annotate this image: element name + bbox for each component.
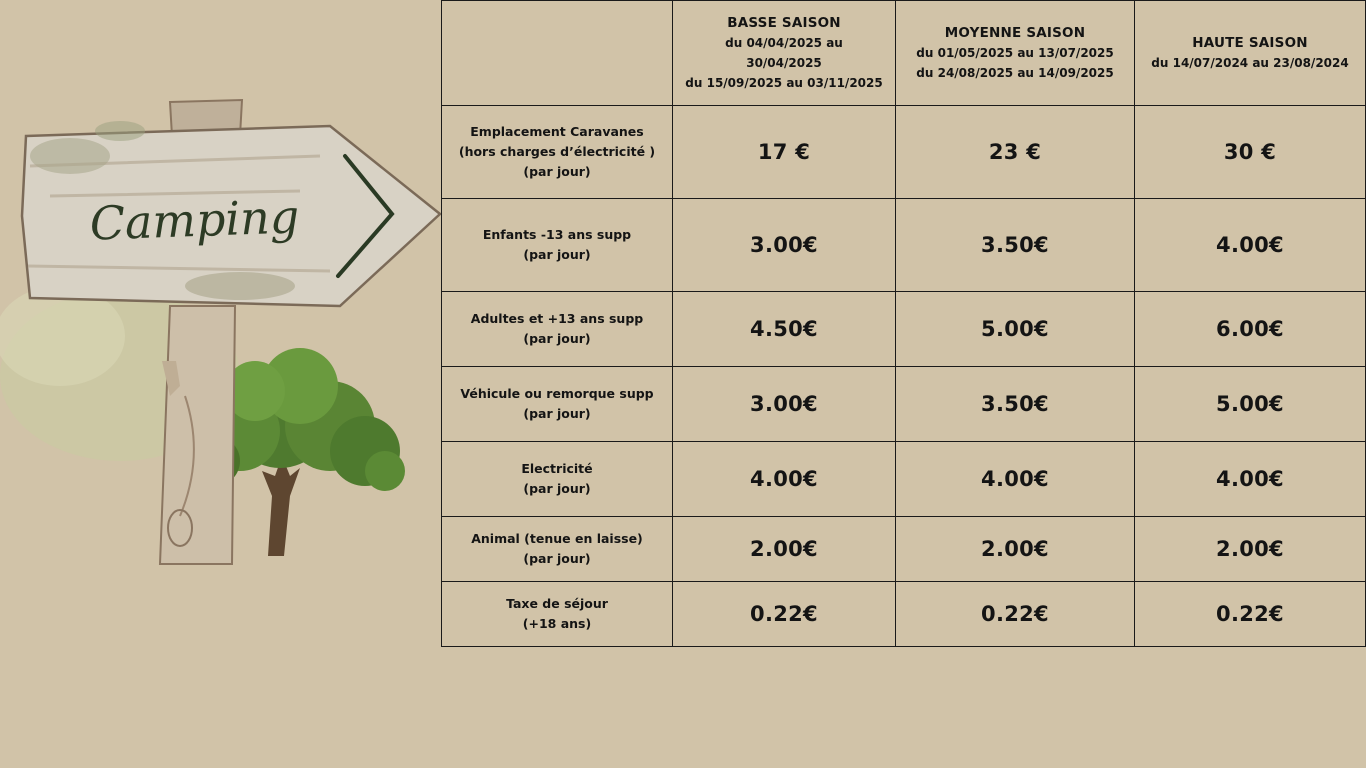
season-dates: du 01/05/2025 au 13/07/2025: [916, 46, 1114, 60]
row-label-cell: [442, 292, 673, 367]
row-label: Adultes et +13 ans supp: [470, 311, 644, 326]
empty-corner-cell: [442, 1, 673, 106]
board-moss: [30, 138, 110, 174]
price-cell: [896, 199, 1135, 292]
price-value: 3.50€: [981, 392, 1049, 416]
price-value: 4.00€: [1216, 233, 1284, 257]
board-moss: [95, 121, 145, 141]
season-header-row: [442, 1, 1366, 106]
row-label: Enfants -13 ans supp: [482, 227, 632, 242]
season-title: HAUTE SAISON: [1192, 35, 1308, 51]
price-value: 2.00€: [1216, 537, 1284, 561]
sign-post: [160, 306, 235, 564]
price-cell: [896, 517, 1135, 582]
price-cell: [1135, 106, 1366, 199]
tariff-table: [441, 0, 1366, 647]
price-cell: [1135, 292, 1366, 367]
row-label-cell: [442, 367, 673, 442]
price-cell: [896, 367, 1135, 442]
row-label: Emplacement Caravanes: [470, 124, 644, 139]
price-value: 3.00€: [750, 233, 818, 257]
row-label: (par jour): [523, 247, 591, 262]
price-value: 23 €: [988, 140, 1042, 164]
price-cell: [1135, 582, 1366, 647]
row-label: (par jour): [523, 164, 591, 179]
table-row: [442, 367, 1366, 442]
tariff-table-body: [442, 1, 1366, 647]
table-row: [442, 106, 1366, 199]
season-dates: 30/04/2025: [746, 56, 822, 70]
price-cell: [673, 517, 896, 582]
row-label: (par jour): [523, 331, 591, 346]
season-title: MOYENNE SAISON: [944, 25, 1086, 41]
sign-text: Camping: [88, 189, 301, 251]
price-value: 0.22€: [1216, 602, 1284, 626]
price-value: 4.00€: [750, 467, 818, 491]
price-value: 6.00€: [1216, 317, 1284, 341]
table-row: [442, 442, 1366, 517]
tree-trunk: [262, 456, 300, 556]
season-header-high: [1135, 1, 1366, 106]
row-label: (par jour): [523, 406, 591, 421]
price-value: 4.00€: [1216, 467, 1284, 491]
price-cell: [896, 292, 1135, 367]
price-cell: [1135, 199, 1366, 292]
price-cell: [896, 582, 1135, 647]
season-dates: du 24/08/2025 au 14/09/2025: [916, 66, 1114, 80]
table-row: [442, 292, 1366, 367]
season-title: BASSE SAISON: [727, 15, 841, 31]
row-label: (hors charges d’électricité ): [458, 144, 656, 159]
price-value: 2.00€: [981, 537, 1049, 561]
row-label-cell: [442, 106, 673, 199]
price-cell: [1135, 517, 1366, 582]
camping-signpost-image: [0, 96, 442, 576]
price-value: 0.22€: [981, 602, 1049, 626]
row-label: Electricité: [521, 461, 593, 476]
row-label: (par jour): [523, 481, 591, 496]
row-label: Véhicule ou remorque supp: [460, 386, 654, 401]
price-value: 4.50€: [750, 317, 818, 341]
row-label-cell: [442, 582, 673, 647]
table-row: [442, 582, 1366, 647]
board-moss: [185, 272, 295, 300]
price-cell: [673, 106, 896, 199]
price-cell: [673, 582, 896, 647]
price-value: 17 €: [757, 140, 811, 164]
price-cell: [1135, 442, 1366, 517]
table-row: [442, 517, 1366, 582]
camping-sign-illustration: [0, 96, 442, 576]
row-label: Animal (tenue en laisse): [471, 531, 643, 546]
row-label: Taxe de séjour: [506, 596, 608, 611]
season-dates: du 15/09/2025 au 03/11/2025: [685, 76, 883, 90]
price-cell: [673, 199, 896, 292]
row-label: (par jour): [523, 551, 591, 566]
row-label-cell: [442, 442, 673, 517]
price-cell: [673, 367, 896, 442]
price-value: 3.00€: [750, 392, 818, 416]
price-value: 5.00€: [981, 317, 1049, 341]
season-dates: du 14/07/2024 au 23/08/2024: [1151, 56, 1349, 70]
price-cell: [896, 442, 1135, 517]
price-cell: [1135, 367, 1366, 442]
price-cell: [896, 106, 1135, 199]
season-dates: du 04/04/2025 au: [725, 36, 843, 50]
table-row: [442, 199, 1366, 292]
row-label-cell: [442, 517, 673, 582]
price-value: 4.00€: [981, 467, 1049, 491]
price-value: 0.22€: [750, 602, 818, 626]
price-cell: [673, 442, 896, 517]
row-label-cell: [442, 199, 673, 292]
price-value: 2.00€: [750, 537, 818, 561]
season-header-mid: [896, 1, 1135, 106]
season-header-low: [673, 1, 896, 106]
price-value: 5.00€: [1216, 392, 1284, 416]
price-value: 30 €: [1223, 140, 1277, 164]
price-value: 3.50€: [981, 233, 1049, 257]
row-label: (+18 ans): [522, 616, 592, 631]
price-cell: [673, 292, 896, 367]
